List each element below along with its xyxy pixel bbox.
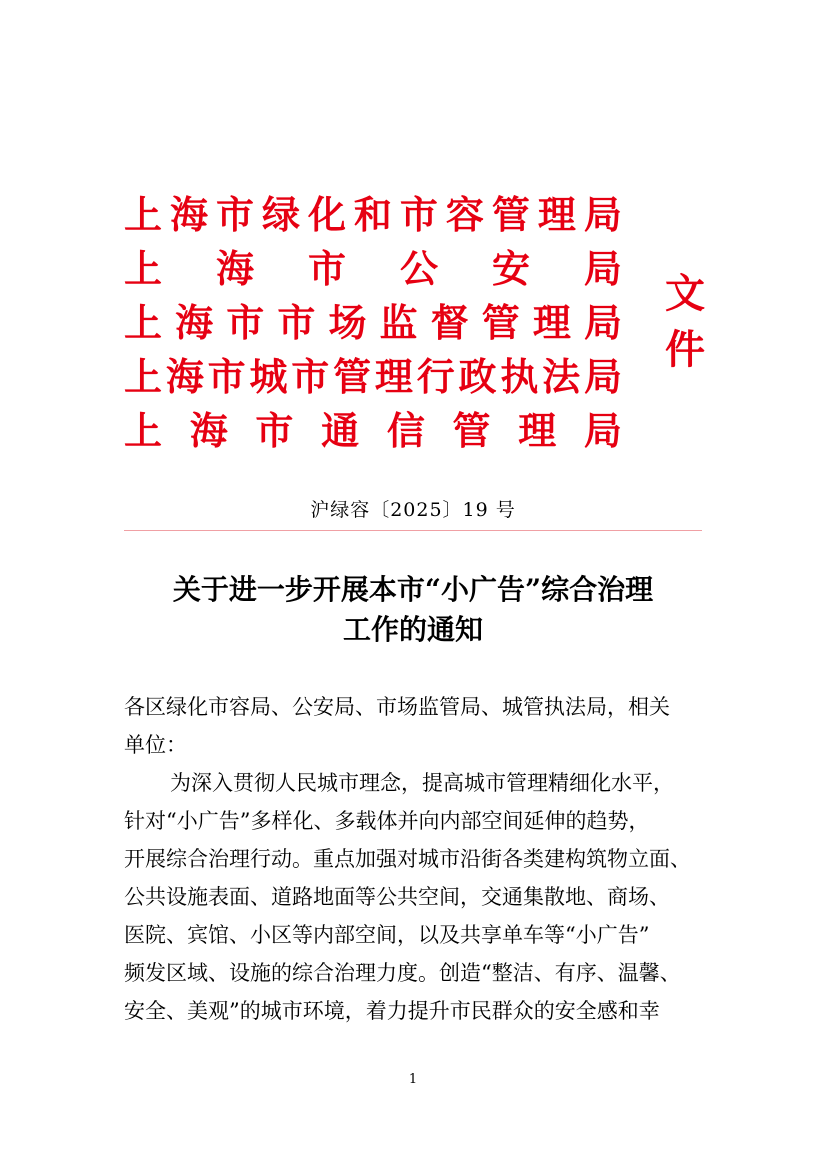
agency-char: 海 [169, 192, 208, 237]
agency-char: 理 [518, 408, 557, 453]
agency-char: 市 [307, 246, 346, 291]
agency-char: 管 [452, 408, 491, 453]
issuing-agencies [124, 188, 622, 458]
agency-char: 海 [165, 354, 204, 399]
agency-char: 海 [189, 408, 228, 453]
addressee-line: 各区绿化市容局、公安局、市场监管局、城管执法局，相关 [124, 695, 670, 719]
agency-line [124, 296, 622, 350]
agency-char: 市 [277, 300, 316, 345]
paragraph-line: 医院、宾馆、小区等内部空间，以及共享单车等“小广告” [124, 923, 650, 947]
body-paragraph [124, 764, 702, 1030]
title-line: 工作的通知 [342, 613, 483, 646]
agency-line [124, 242, 622, 296]
agency-line [124, 188, 622, 242]
file-label [660, 266, 710, 378]
agency-char: 市 [207, 354, 246, 399]
agency-char: 政 [458, 354, 497, 399]
paragraph-line: 频发区域、设施的综合治理力度。创造“整洁、有序、温馨、 [124, 961, 681, 985]
paragraph-line: 针对“小广告”多样化、多载体并向内部空间延伸的趋势， [124, 809, 650, 833]
agency-line [124, 350, 622, 404]
agency-char: 监 [379, 300, 418, 345]
agency-char: 容 [445, 192, 484, 237]
agency-char: 公 [399, 246, 438, 291]
agency-char: 局 [583, 408, 622, 453]
agency-char: 局 [583, 192, 622, 237]
addressee-line: 单位： [124, 733, 187, 757]
document-number: 沪绿容〔2025〕19 号 [310, 499, 516, 521]
agency-char: 上 [124, 354, 163, 399]
addressee [124, 688, 702, 764]
agency-char: 上 [124, 408, 163, 453]
agency-char: 理 [537, 192, 576, 237]
agency-char: 理 [532, 300, 571, 345]
paragraph-line: 为深入贯彻人民城市理念，提高城市管理精细化水平， [170, 771, 674, 795]
agency-char: 绿 [261, 192, 300, 237]
agency-char: 上 [124, 246, 163, 291]
paragraph-line: 开展综合治理行动。重点加强对城市沿街各类建构筑物立面、 [124, 847, 691, 871]
agency-char: 城 [249, 354, 288, 399]
agency-char: 市 [215, 192, 254, 237]
agency-line [124, 404, 622, 458]
page-number: 1 [408, 1072, 418, 1087]
agency-char: 海 [175, 300, 214, 345]
agency-char: 理 [374, 354, 413, 399]
agency-char: 局 [583, 300, 622, 345]
agency-char: 管 [481, 300, 520, 345]
paragraph-line: 安全、美观”的城市环境，着力提升市民群众的安全感和幸 [124, 999, 660, 1023]
agency-char: 信 [386, 408, 425, 453]
agency-char: 法 [542, 354, 581, 399]
document-title [100, 570, 726, 650]
agency-char: 上 [124, 300, 163, 345]
agency-char: 市 [255, 408, 294, 453]
agency-char: 上 [124, 192, 163, 237]
agency-char: 督 [430, 300, 469, 345]
agency-char: 和 [353, 192, 392, 237]
file-label-char: 件 [665, 326, 705, 373]
agency-char: 安 [491, 246, 530, 291]
agency-char: 行 [416, 354, 455, 399]
file-label-char: 文 [665, 270, 705, 317]
agency-char: 通 [321, 408, 360, 453]
agency-char: 执 [500, 354, 539, 399]
agency-char: 海 [215, 246, 254, 291]
agency-char: 场 [328, 300, 367, 345]
paragraph-line: 公共设施表面、道路地面等公共空间，交通集散地、商场、 [124, 885, 670, 909]
red-divider [124, 530, 702, 531]
agency-char: 化 [307, 192, 346, 237]
agency-char: 局 [583, 354, 622, 399]
agency-char: 市 [291, 354, 330, 399]
agency-char: 市 [399, 192, 438, 237]
agency-char: 市 [226, 300, 265, 345]
agency-char: 局 [583, 246, 622, 291]
agency-char: 管 [491, 192, 530, 237]
agency-char: 管 [333, 354, 372, 399]
title-line: 关于进一步开展本市“小广告”综合治理 [172, 573, 654, 606]
